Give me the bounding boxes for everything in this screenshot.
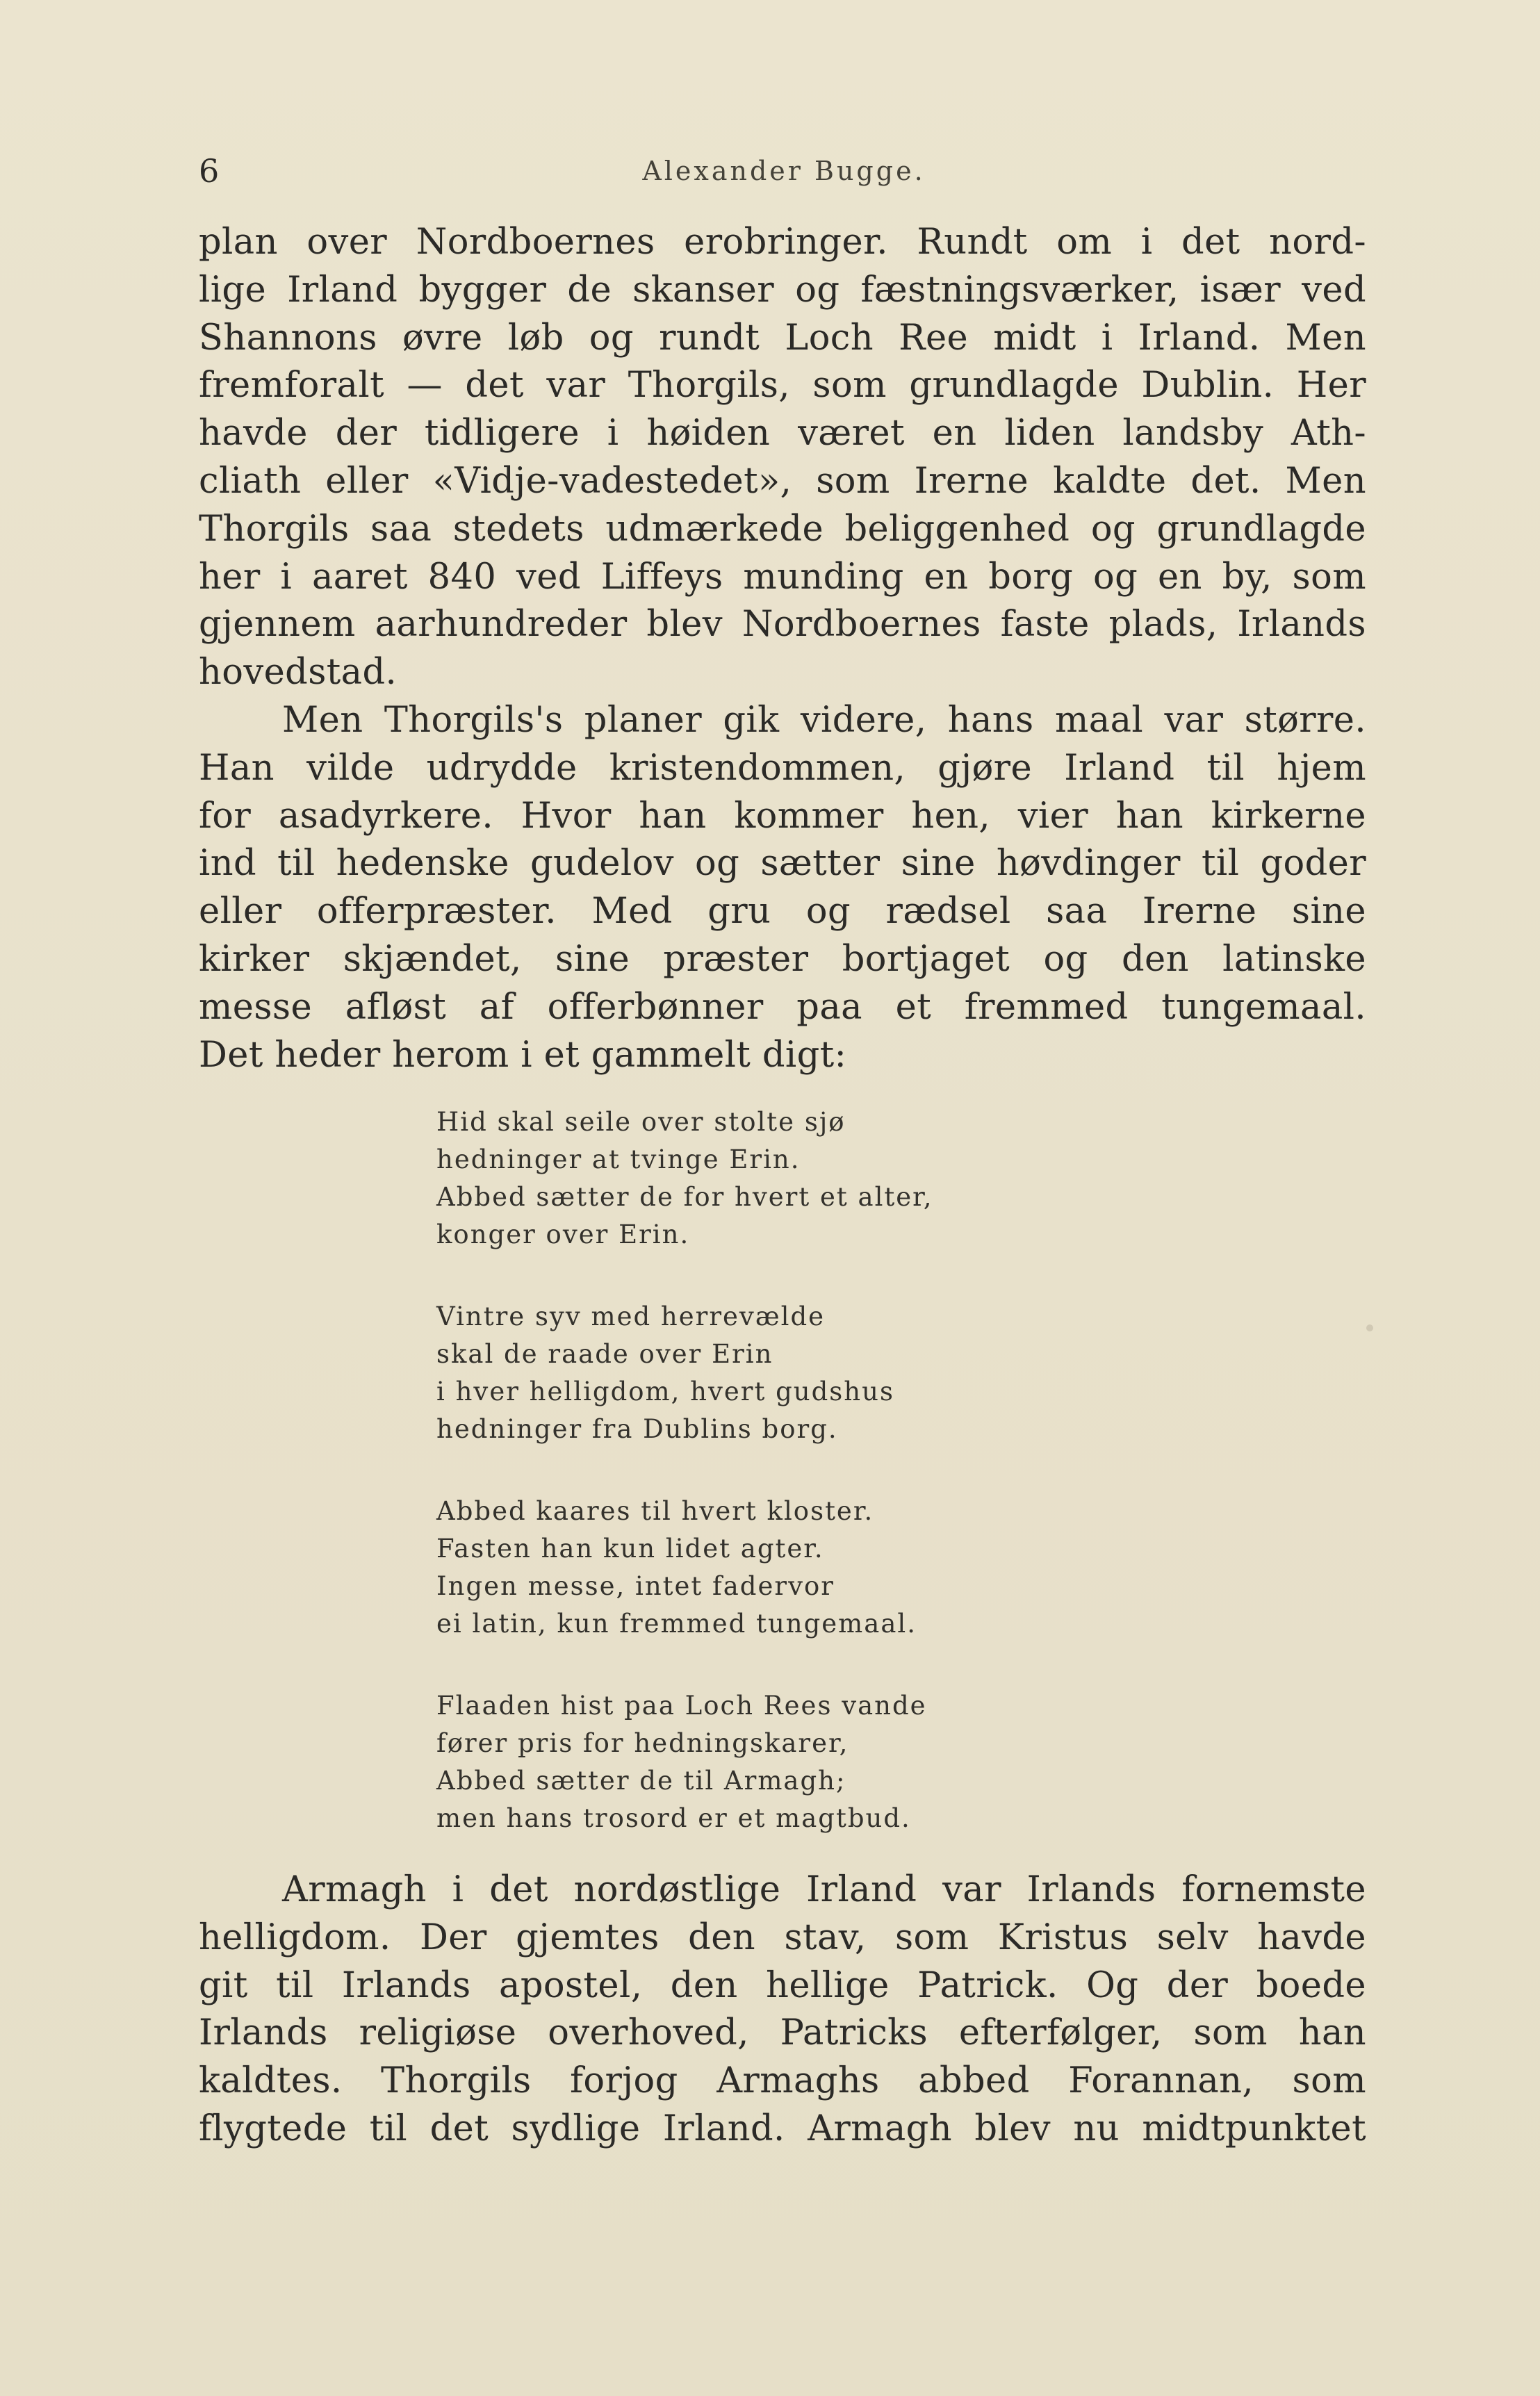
poem-stanza <box>436 1493 1270 1643</box>
poem-stanza <box>436 1687 1270 1837</box>
text-line: ind til hedenske gudelov og sætter sine høvdinger til goder <box>199 843 1366 885</box>
verse-line: konger over Erin. <box>436 1220 690 1249</box>
page-number: 6 <box>199 152 220 190</box>
paragraph-2 <box>199 697 1366 1079</box>
verse-line: Abbed sætter de for hvert et alter, <box>436 1182 933 1212</box>
verse-line: Abbed sætter de til Armagh; <box>436 1766 846 1796</box>
text-line: lige Irland bygger de skanser og fæstningsværker, især ved <box>199 269 1366 311</box>
text-line: Men Thorgils's planer gik videre, hans maal var større. <box>282 699 1366 741</box>
verse-line: Abbed kaares til hvert kloster. <box>436 1496 874 1526</box>
verse-line: Fasten han kun lidet agter. <box>436 1534 824 1564</box>
text-line: git til Irlands apostel, den hellige Patrick. Og der boede <box>199 1964 1366 2006</box>
text-line: plan over Nordboernes erobringer. Rundt om i det nord- <box>199 222 1366 263</box>
verse-line: hedninger fra Dublins borg. <box>436 1414 838 1444</box>
text-line: hovedstad. <box>199 652 398 694</box>
verse-line: fører pris for hedningskarer, <box>436 1728 849 1758</box>
body-text-lower <box>199 1866 1366 2153</box>
page-header <box>199 150 1369 192</box>
verse-line: hedninger at tvinge Erin. <box>436 1144 801 1174</box>
text-line: cliath eller «Vidje-vadestedet», som Irerne kaldte det. Men <box>199 460 1366 502</box>
paragraph-3 <box>199 1866 1366 2153</box>
text-line: her i aaret 840 ved Liffeys munding en borg og en by, som <box>199 556 1366 598</box>
poem <box>436 1103 1270 1882</box>
text-line: kirker skjændet, sine præster bortjaget og den latinske <box>199 938 1366 980</box>
text-line: Det heder herom i et gammelt digt: <box>199 1034 847 1076</box>
text-line: Irlands religiøse overhoved, Patricks efterfølger, som han <box>199 2012 1366 2054</box>
verse-line: men hans trosord er et magtbud. <box>436 1803 911 1833</box>
text-line: for asadyrkere. Hvor han kommer hen, vier han kirkerne <box>199 795 1366 837</box>
text-line: Thorgils saa stedets udmærkede beliggenhed og grundlagde <box>199 508 1366 550</box>
body-text-upper <box>199 219 1366 1079</box>
text-line: flygtede til det sydlige Irland. Armagh blev nu midtpunktet <box>199 2108 1366 2149</box>
running-head: Alexander Bugge. <box>642 156 926 186</box>
paragraph-1 <box>199 219 1366 697</box>
text-line: havde der tidligere i høiden været en liden landsby Ath- <box>199 413 1366 454</box>
verse-line: ei latin, kun fremmed tungemaal. <box>436 1609 917 1639</box>
text-line: Armagh i det nordøstlige Irland var Irlands fornemste <box>282 1869 1366 1910</box>
verse-line: Ingen messe, intet fadervor <box>436 1571 835 1601</box>
text-line: eller offerpræster. Med gru og rædsel saa Irerne sine <box>199 891 1366 933</box>
verse-line: Vintre syv med herrevælde <box>436 1302 826 1331</box>
text-line: kaldtes. Thorgils forjog Armaghs abbed Forannan, som <box>199 2060 1366 2102</box>
text-line: messe afløst af offerbønner paa et fremmed tungemaal. <box>199 986 1366 1028</box>
verse-line: skal de raade over Erin <box>436 1339 773 1369</box>
text-line: fremforalt — det var Thorgils, som grundlagde Dublin. Her <box>199 365 1366 407</box>
text-line: Shannons øvre løb og rundt Loch Ree midt i Irland. Men <box>199 317 1366 359</box>
poem-stanza <box>436 1298 1270 1448</box>
verse-line: i hver helligdom, hvert gudshus <box>436 1377 894 1406</box>
text-line: gjennem aarhundreder blev Nordboernes faste plads, Irlands <box>199 604 1366 646</box>
verse-line: Hid skal seile over stolte sjø <box>436 1107 846 1137</box>
poem-stanza <box>436 1103 1270 1254</box>
verse-line: Flaaden hist paa Loch Rees vande <box>436 1691 927 1721</box>
text-line: Han vilde udrydde kristendommen, gjøre Irland til hjem <box>199 747 1366 789</box>
paper-speck <box>1366 1324 1373 1331</box>
text-line: helligdom. Der gjemtes den stav, som Kristus selv havde <box>199 1917 1366 1958</box>
